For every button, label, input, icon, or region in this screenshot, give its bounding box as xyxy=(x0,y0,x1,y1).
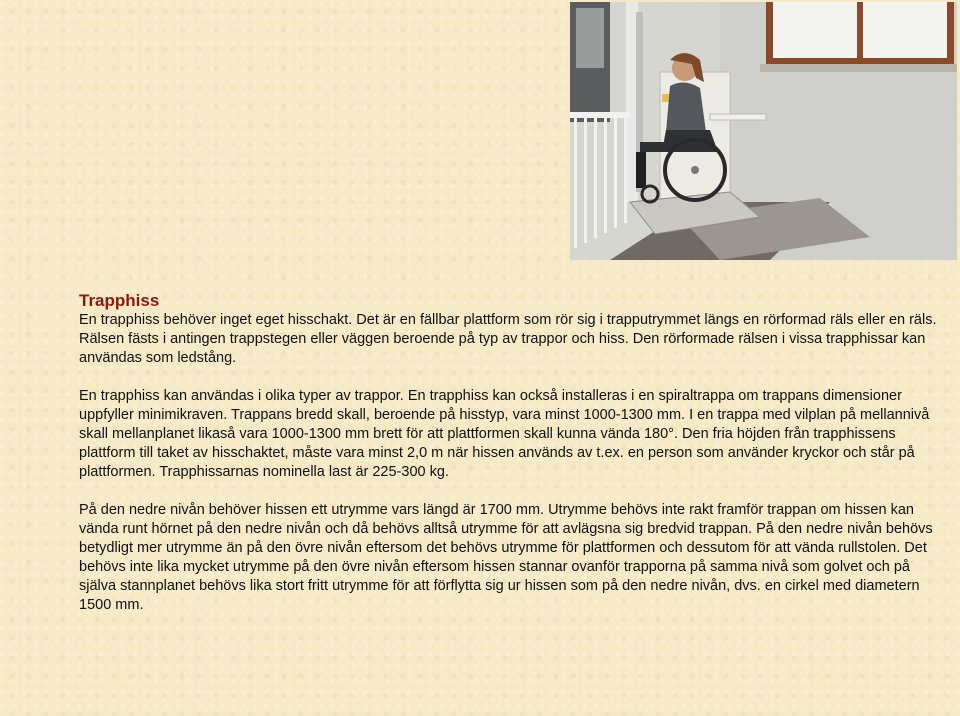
stairlift-photo-illustration xyxy=(570,2,957,260)
paragraph-spacer xyxy=(79,368,939,387)
stairlift-photo xyxy=(570,2,957,260)
paragraph-1: En trapphiss behöver inget eget hisschakt. Det är en fällbar plattform som rör sig i trapputrymmet längs en rörformad räls eller en räls. Rälsen fästs i antingen trappstegen eller väggen beroende på typ av trappor och hiss. Den rörformade rälsen i vissa trapphissar kan användas som ledstång. xyxy=(79,312,937,366)
document-body xyxy=(79,290,939,615)
paragraph-spacer xyxy=(79,482,939,501)
document-title: Trapphiss xyxy=(79,291,160,310)
paragraph-2: En trapphiss kan användas i olika typer av trappor. En trapphiss kan också installeras i en spiraltrappa om trappans dimensioner uppfyller minimikraven. Trappans bredd skall, beroende på hisstyp, vara minst 1000-1300 mm. I en trappa med vilplan på mellannivå skall mellanplanet likaså vara 1000-1300 mm brett för att plattformen skall kunna vända 180°. Den fria höjden från trapphissens plattform till taket av hisschaktet, måste vara minst 2,0 m när hissen används av t.ex. en person som använder kryckor och står på plattformen. Trapphissarnas nominella last är 225-300 kg. xyxy=(79,388,930,480)
paragraph-3: På den nedre nivån behöver hissen ett utrymme vars längd är 1700 mm. Utrymme behövs inte rakt framför trappan om hissen kan vända runt hörnet på den nedre nivån och då behövs alltså utrymme för att avlägsna sig bredvid trappan. På den nedre nivån behövs betydligt mer utrymme än på den övre nivån eftersom det behövs utrymme för plattformen och dessutom för att vända rullstolen. Det behövs inte lika mycket utrymme på den övre nivån eftersom hissen stannar ovanför trapporna på samma nivå som golvet och på själva stannplanet behövs lika stort fritt utrymme för att förflytta sig ur hissen som på den nedre nivån, dvs. en cirkel med diametern 1500 mm. xyxy=(79,502,933,613)
